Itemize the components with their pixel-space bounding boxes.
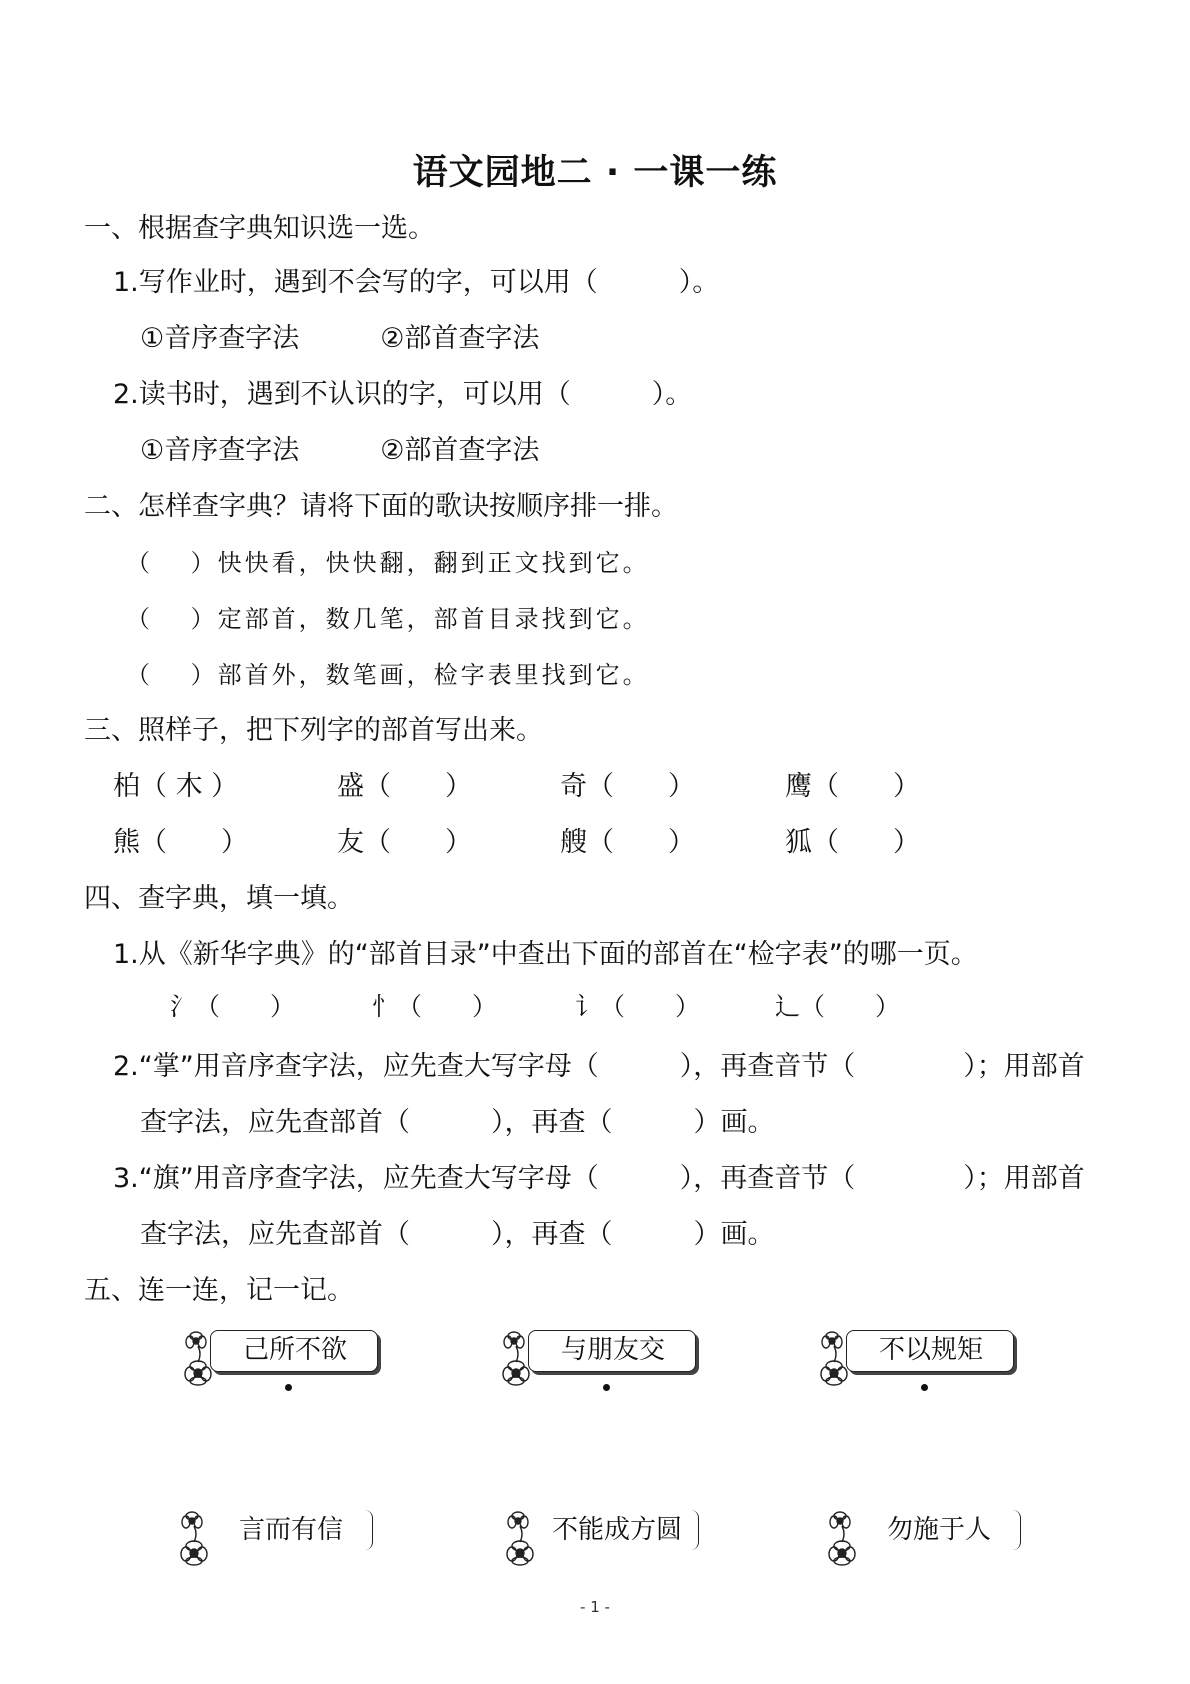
match-dot[interactable] — [921, 1384, 928, 1391]
radical-page-cell: 氵（ ） — [170, 992, 296, 1021]
section1-heading: 一、根据查字典知识选一选。 — [84, 213, 435, 244]
section5-heading: 五、连一连，记一记。 — [84, 1275, 354, 1306]
section4-question-3-line-2: 查字法，应先查部首（ ），再查（ ）画。 — [140, 1219, 775, 1250]
section4-question-1: 1.从《新华字典》的“部首目录”中查出下面的部首在“检字表”的哪一页。 — [113, 939, 978, 970]
match-dot[interactable] — [285, 1384, 292, 1391]
match-card-label: 己所不欲 — [242, 1335, 347, 1365]
section1-question-2-options: ①音序查字法 ②部首查字法 — [140, 435, 540, 466]
radical-cell: 盛（ ） — [337, 771, 472, 802]
match-card-label: 与朋友交 — [560, 1335, 665, 1365]
match-card-bottom[interactable] — [178, 1506, 378, 1554]
radical-page-cell: 忄（ ） — [372, 992, 498, 1021]
radical-cell: 奇（ ） — [560, 771, 695, 802]
radical-cell: 柏（ 木 ） — [113, 771, 239, 802]
section4-question-2-line-2: 查字法，应先查部首（ ），再查（ ）画。 — [140, 1107, 775, 1138]
match-card-label: 言而有信 — [238, 1515, 343, 1545]
radical-page-cell: 辶（ ） — [775, 992, 901, 1021]
radical-cell: 狐（ ） — [785, 827, 920, 858]
radical-cell: 鹰（ ） — [785, 771, 920, 802]
match-card-label: 不能成方圆 — [551, 1515, 682, 1545]
section1-question-1: 1.写作业时，遇到不会写的字，可以用（ ）。 — [113, 267, 720, 298]
radical-cell: 艘（ ） — [560, 827, 695, 858]
section4-question-2-line-1: 2.“掌”用音序查字法，应先查大写字母（ ），再查音节（ ）；用部首 — [113, 1051, 1085, 1082]
match-card-bottom[interactable] — [826, 1506, 1026, 1554]
section2-item-1: （ ）快快看，快快翻，翻到正文找到它。 — [126, 549, 650, 577]
section4-heading: 四、查字典，填一填。 — [84, 883, 354, 914]
radical-page-cell: 讠（ ） — [575, 992, 701, 1021]
match-card-bottom[interactable] — [504, 1506, 704, 1554]
section2-heading: 二、怎样查字典？请将下面的歌诀按顺序排一排。 — [84, 491, 678, 522]
match-card-label: 不以规矩 — [878, 1335, 983, 1365]
section2-item-3: （ ）部首外，数笔画，检字表里找到它。 — [126, 661, 650, 689]
radical-cell: 友（ ） — [337, 827, 472, 858]
match-card-top[interactable] — [500, 1326, 700, 1374]
section2-item-2: （ ）定部首，数几笔，部首目录找到它。 — [126, 605, 650, 633]
section3-heading: 三、照样子，把下列字的部首写出来。 — [84, 715, 543, 746]
section1-question-1-options: ①音序查字法 ②部首查字法 — [140, 323, 540, 354]
match-card-top[interactable] — [182, 1326, 382, 1374]
page-title: 语文园地二 · 一课一练 — [412, 153, 778, 193]
match-card-label: 勿施于人 — [886, 1515, 991, 1545]
radical-cell: 熊（ ） — [113, 827, 248, 858]
match-card-top[interactable] — [818, 1326, 1018, 1374]
section1-question-2: 2.读书时，遇到不认识的字，可以用（ ）。 — [113, 379, 693, 410]
match-dot[interactable] — [603, 1384, 610, 1391]
page-number: - 1 - — [580, 1598, 610, 1616]
section4-question-3-line-1: 3.“旗”用音序查字法，应先查大写字母（ ），再查音节（ ）；用部首 — [113, 1163, 1085, 1194]
